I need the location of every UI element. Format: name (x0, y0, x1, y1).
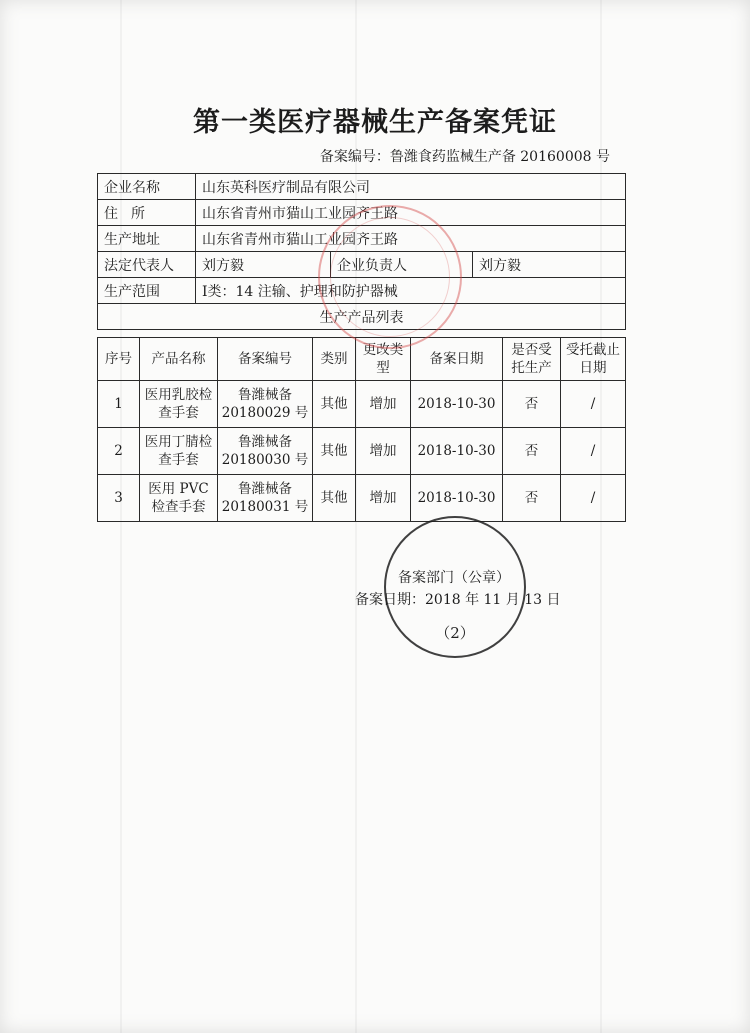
row-no: 3 (98, 475, 140, 522)
row-deadline: / (561, 428, 626, 475)
filing-date: 备案日期：2018 年 11 月 13 日 (355, 592, 561, 608)
row-category: 其他 (313, 381, 356, 428)
scope-row (98, 278, 626, 304)
company-row (98, 174, 626, 200)
production-address-label: 生产地址 (98, 226, 196, 252)
product-list-title-row (98, 304, 626, 330)
address-value: 山东省青州市猫山工业园齐王路 (196, 200, 626, 226)
row-entrusted: 否 (503, 381, 561, 428)
company-value: 山东英科医疗制品有限公司 (196, 174, 626, 200)
legal-rep-label: 法定代表人 (98, 252, 196, 278)
product-table-header (98, 338, 626, 381)
header-record-no: 备案编号 (218, 338, 313, 381)
table-row (98, 475, 626, 522)
scope-value: Ⅰ类：14 注输、护理和防护器械 (196, 278, 626, 304)
row-category: 其他 (313, 428, 356, 475)
table-row (98, 381, 626, 428)
row-change-type: 增加 (356, 381, 411, 428)
product-list-title: 生产产品列表 (98, 304, 626, 330)
person-in-charge-value: 刘方毅 (473, 252, 626, 278)
row-entrusted: 否 (503, 475, 561, 522)
header-deadline: 受托截止日期 (561, 338, 626, 381)
row-name: 医用乳胶检查手套 (140, 381, 218, 428)
scope-label: 生产范围 (98, 278, 196, 304)
document-title: 第一类医疗器械生产备案凭证 (193, 107, 557, 138)
row-date: 2018-10-30 (411, 428, 503, 475)
row-deadline: / (561, 381, 626, 428)
row-change-type: 增加 (356, 428, 411, 475)
table-row (98, 428, 626, 475)
seal-number: （2） (435, 624, 475, 642)
enterprise-info-table (97, 173, 626, 330)
production-address-value: 山东省青州市猫山工业园齐王路 (196, 226, 626, 252)
official-seal-stamp (384, 516, 526, 658)
production-address-row (98, 226, 626, 252)
row-record-no: 鲁潍械备 20180030 号 (218, 428, 313, 475)
row-date: 2018-10-30 (411, 381, 503, 428)
row-change-type: 增加 (356, 475, 411, 522)
record-number: 备案编号：鲁潍食药监械生产备 20160008 号 (319, 149, 610, 165)
row-name: 医用 PVC 检查手套 (140, 475, 218, 522)
row-no: 2 (98, 428, 140, 475)
header-category: 类别 (313, 338, 356, 381)
header-name: 产品名称 (140, 338, 218, 381)
row-entrusted: 否 (503, 428, 561, 475)
company-label: 企业名称 (98, 174, 196, 200)
person-in-charge-label: 企业负责人 (331, 252, 473, 278)
legal-rep-row (98, 252, 626, 278)
address-row (98, 200, 626, 226)
header-no: 序号 (98, 338, 140, 381)
product-table (97, 337, 626, 522)
legal-rep-value: 刘方毅 (196, 252, 331, 278)
row-record-no: 鲁潍械备 20180029 号 (218, 381, 313, 428)
header-date: 备案日期 (411, 338, 503, 381)
filing-department: 备案部门（公章） (398, 570, 510, 586)
row-deadline: / (561, 475, 626, 522)
row-date: 2018-10-30 (411, 475, 503, 522)
row-name: 医用丁腈检查手套 (140, 428, 218, 475)
address-label: 住所 (98, 200, 196, 226)
row-record-no: 鲁潍械备 20180031 号 (218, 475, 313, 522)
row-no: 1 (98, 381, 140, 428)
header-change-type: 更改类型 (356, 338, 411, 381)
row-category: 其他 (313, 475, 356, 522)
header-entrusted: 是否受托生产 (503, 338, 561, 381)
